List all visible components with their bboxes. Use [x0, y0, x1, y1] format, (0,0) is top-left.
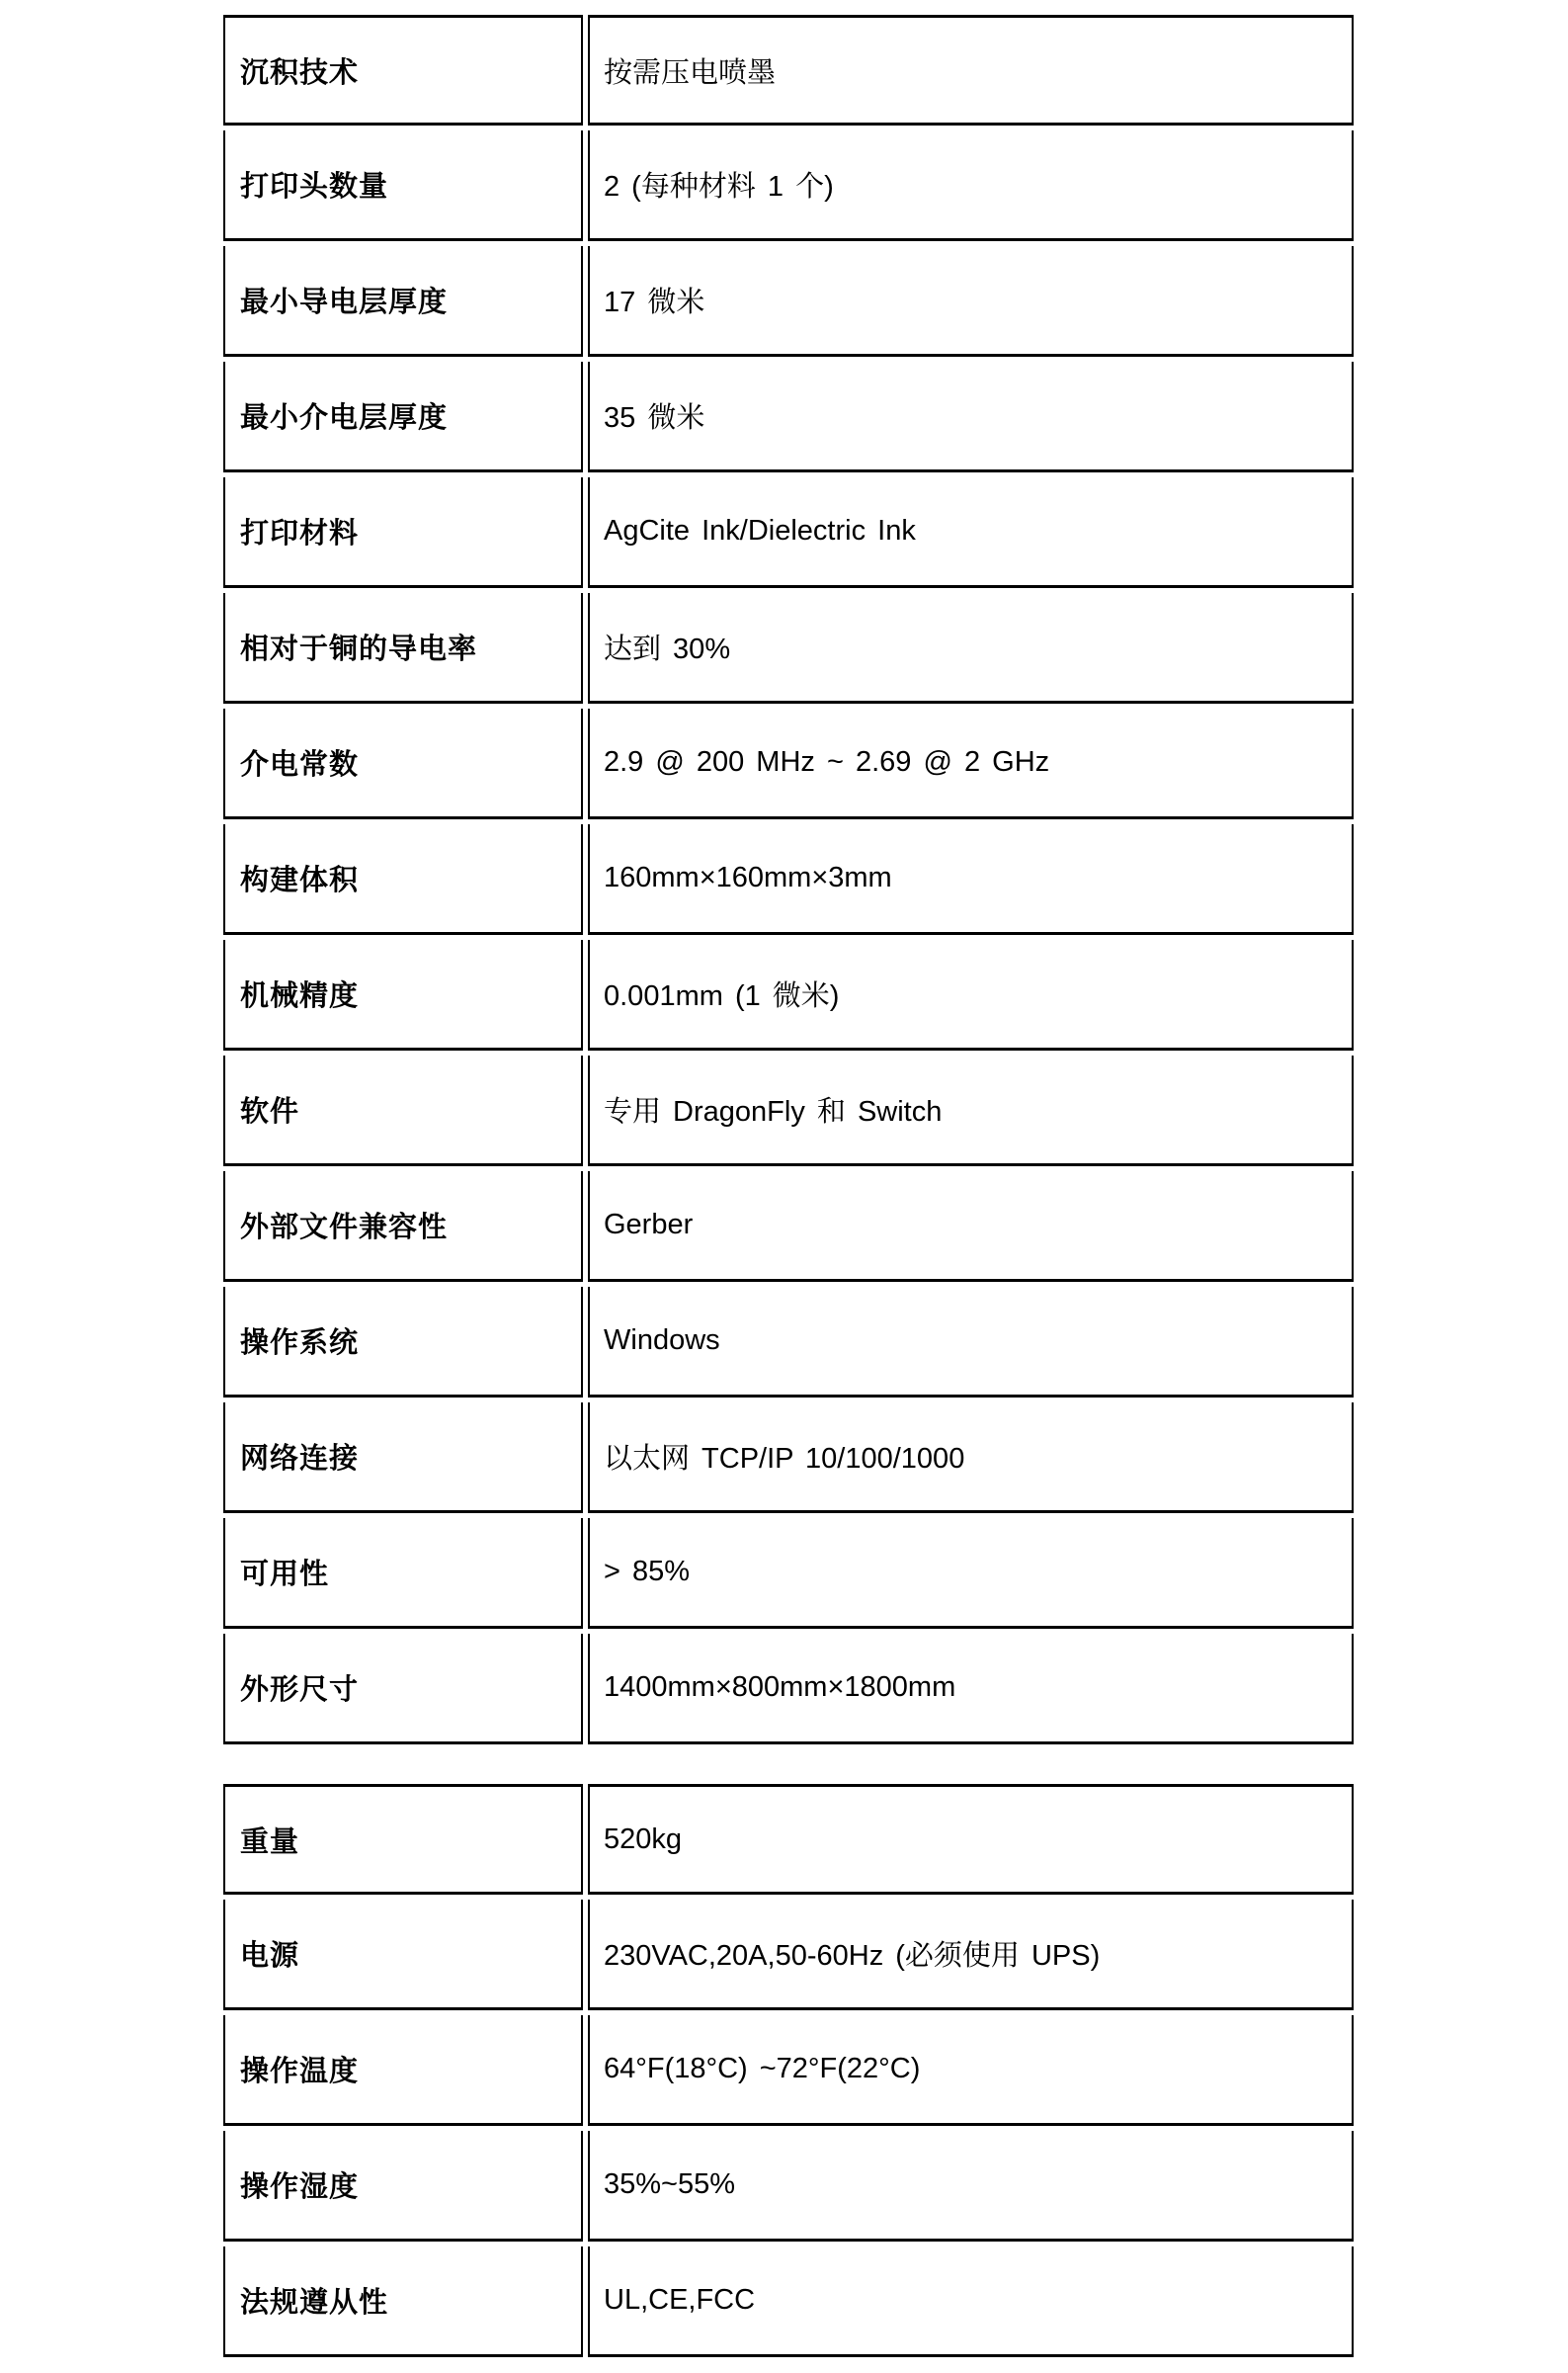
spec-row-software	[223, 1056, 1354, 1166]
spec-row-operating-system	[223, 1287, 1354, 1398]
spec-row-print-materials	[223, 477, 1354, 588]
spec-row-dielectric-constant	[223, 709, 1354, 819]
spec-label: 相对于铜的导电率	[223, 593, 583, 704]
spec-row-operating-humidity	[223, 2131, 1354, 2242]
spec-row-power-supply	[223, 1900, 1354, 2010]
spec-row-regulatory-compliance	[223, 2246, 1354, 2357]
spec-value: 达到 30%	[588, 593, 1354, 704]
spec-row-availability	[223, 1518, 1354, 1629]
spec-label: 打印材料	[223, 477, 583, 588]
spec-value: 专用 DragonFly 和 Switch	[588, 1056, 1354, 1166]
spec-row-outer-dimensions	[223, 1634, 1354, 1744]
spec-label: 机械精度	[223, 940, 583, 1051]
spec-label: 外形尺寸	[223, 1634, 583, 1744]
spec-value: 2 (每种材料 1 个)	[588, 130, 1354, 241]
spec-row-min-conductive-layer	[223, 246, 1354, 357]
spec-value: 2.9 @ 200 MHz ~ 2.69 @ 2 GHz	[588, 709, 1354, 819]
spec-value: 64°F(18°C) ~72°F(22°C)	[588, 2015, 1354, 2126]
spec-row-build-volume	[223, 824, 1354, 935]
spec-row-weight	[223, 1784, 1354, 1895]
spec-value: 按需压电喷墨	[588, 15, 1354, 126]
spec-value: 以太网 TCP/IP 10/100/1000	[588, 1402, 1354, 1513]
spec-row-mechanical-precision	[223, 940, 1354, 1051]
spec-value: 230VAC,20A,50-60Hz (必须使用 UPS)	[588, 1900, 1354, 2010]
spec-row-file-compatibility	[223, 1171, 1354, 1282]
spec-label: 电源	[223, 1900, 583, 2010]
spec-value: UL,CE,FCC	[588, 2246, 1354, 2357]
spec-label: 软件	[223, 1056, 583, 1166]
spec-row-min-dielectric-layer	[223, 362, 1354, 472]
spec-label: 介电常数	[223, 709, 583, 819]
spec-label: 可用性	[223, 1518, 583, 1629]
spec-value: > 85%	[588, 1518, 1354, 1629]
spec-label: 最小导电层厚度	[223, 246, 583, 357]
spec-table-main	[223, 15, 1354, 1749]
spec-label: 重量	[223, 1784, 583, 1895]
spec-value: 0.001mm (1 微米)	[588, 940, 1354, 1051]
spec-row-operating-temperature	[223, 2015, 1354, 2126]
spec-value: 17 微米	[588, 246, 1354, 357]
spec-row-network-connectivity	[223, 1402, 1354, 1513]
spec-label: 操作湿度	[223, 2131, 583, 2242]
spec-row-printhead-count	[223, 130, 1354, 241]
spec-value: 160mm×160mm×3mm	[588, 824, 1354, 935]
spec-label: 最小介电层厚度	[223, 362, 583, 472]
spec-value: 520kg	[588, 1784, 1354, 1895]
spec-value: 35%~55%	[588, 2131, 1354, 2242]
spec-row-conductivity-vs-copper	[223, 593, 1354, 704]
spec-value: Windows	[588, 1287, 1354, 1398]
spec-label: 操作系统	[223, 1287, 583, 1398]
spec-row-deposition-technology	[223, 15, 1354, 126]
spec-label: 构建体积	[223, 824, 583, 935]
spec-label: 沉积技术	[223, 15, 583, 126]
spec-label: 网络连接	[223, 1402, 583, 1513]
spec-value: AgCite Ink/Dielectric Ink	[588, 477, 1354, 588]
spec-label: 操作温度	[223, 2015, 583, 2126]
spec-label: 外部文件兼容性	[223, 1171, 583, 1282]
spec-table-environment	[223, 1784, 1354, 2362]
spec-label: 打印头数量	[223, 130, 583, 241]
spec-value: 1400mm×800mm×1800mm	[588, 1634, 1354, 1744]
spec-value: Gerber	[588, 1171, 1354, 1282]
spec-value: 35 微米	[588, 362, 1354, 472]
spec-label: 法规遵从性	[223, 2246, 583, 2357]
